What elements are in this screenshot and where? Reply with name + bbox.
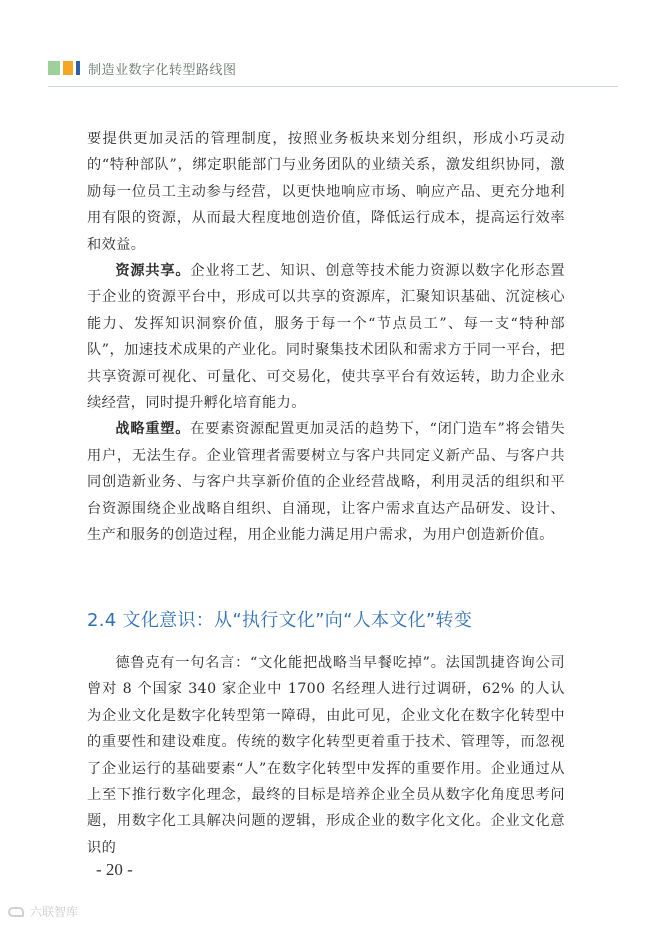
blue-bar-icon xyxy=(76,61,80,75)
section-heading: 2.4 文化意识：从“执行文化”向“人本文化”转变 xyxy=(87,610,473,631)
watermark xyxy=(8,903,78,920)
paragraph-resource-sharing xyxy=(87,258,565,416)
section-body xyxy=(87,650,565,861)
paragraph-culture: 德鲁克有一句名言：“文化能把战略当早餐吃掉”。法国凯捷咨询公司曾对 8 个国家 340 家企业中 1700 名经理人进行过调研，62% 的人认为企业文化是数字化转型第一障碍，由此可见，企业文化在数字化转型中的重要性和建设难度。传统的数字化转型更着重于技术、管理等，而忽视了企业运行的基础要素“人”在数字化转型中发挥的重要作用。企业通过从上至下推行数字化理念，最终的目标是培养企业全员从数字化角度思考问题，用数字化工具解决问题的逻辑，形成企业的数字化文化。企业文化意识的 xyxy=(87,655,565,856)
paragraph-lead: 战略重塑。 xyxy=(115,421,191,438)
green-block-icon xyxy=(48,61,60,75)
body-text xyxy=(87,126,565,549)
watermark-logo-icon xyxy=(8,907,24,917)
header-title: 制造业数字化转型路线图 xyxy=(88,62,237,78)
orange-block-icon xyxy=(63,61,73,75)
paragraph-strategy xyxy=(87,416,565,548)
paragraph-lead: 资源共享。 xyxy=(115,263,191,280)
paragraph-continued: 要提供更加灵活的管理制度，按照业务板块来划分组织，形成小巧灵动的“特种部队”，绑定职能部门与业务团队的业绩关系，激发组织协同，激励每一位员工主动参与经营，以更快地响应市场、响应产品、更充分地利用有限的资源，从而最大程度地创造价值，降低运行成本，提高运行效率和效益。 xyxy=(87,131,565,253)
paragraph-body: 企业将工艺、知识、创意等技术能力资源以数字化形态置于企业的资源平台中，形成可以共享的资源库，汇聚知识基础、沉淀核心能力、发挥知识洞察价值，服务于每一个“节点员工”、每一支“特种部队”，加速技术成果的产业化。同时聚集技术团队和需求方于同一平台，把共享资源可视化、可量化、可交易化，使共享平台有效运转，助力企业永续经营，同时提升孵化培育能力。 xyxy=(87,263,565,412)
page-number: - 20 - xyxy=(96,860,133,879)
running-header xyxy=(48,58,237,78)
watermark-text: 六联智库 xyxy=(30,905,79,919)
header-divider xyxy=(48,86,618,87)
paragraph-body: 在要素资源配置更加灵活的趋势下，“闭门造车”将会错失用户，无法生存。企业管理者需要树立与客户共同定义新产品、与客户共同创造新业务、与客户共享新价值的企业经营战略，利用灵活的组织和平台资源围绕企业战略自组织、自涌现，让客户需求直达产品研发、设计、生产和服务的创造过程，用企业能力满足用户需求，为用户创造新价值。 xyxy=(87,421,565,544)
